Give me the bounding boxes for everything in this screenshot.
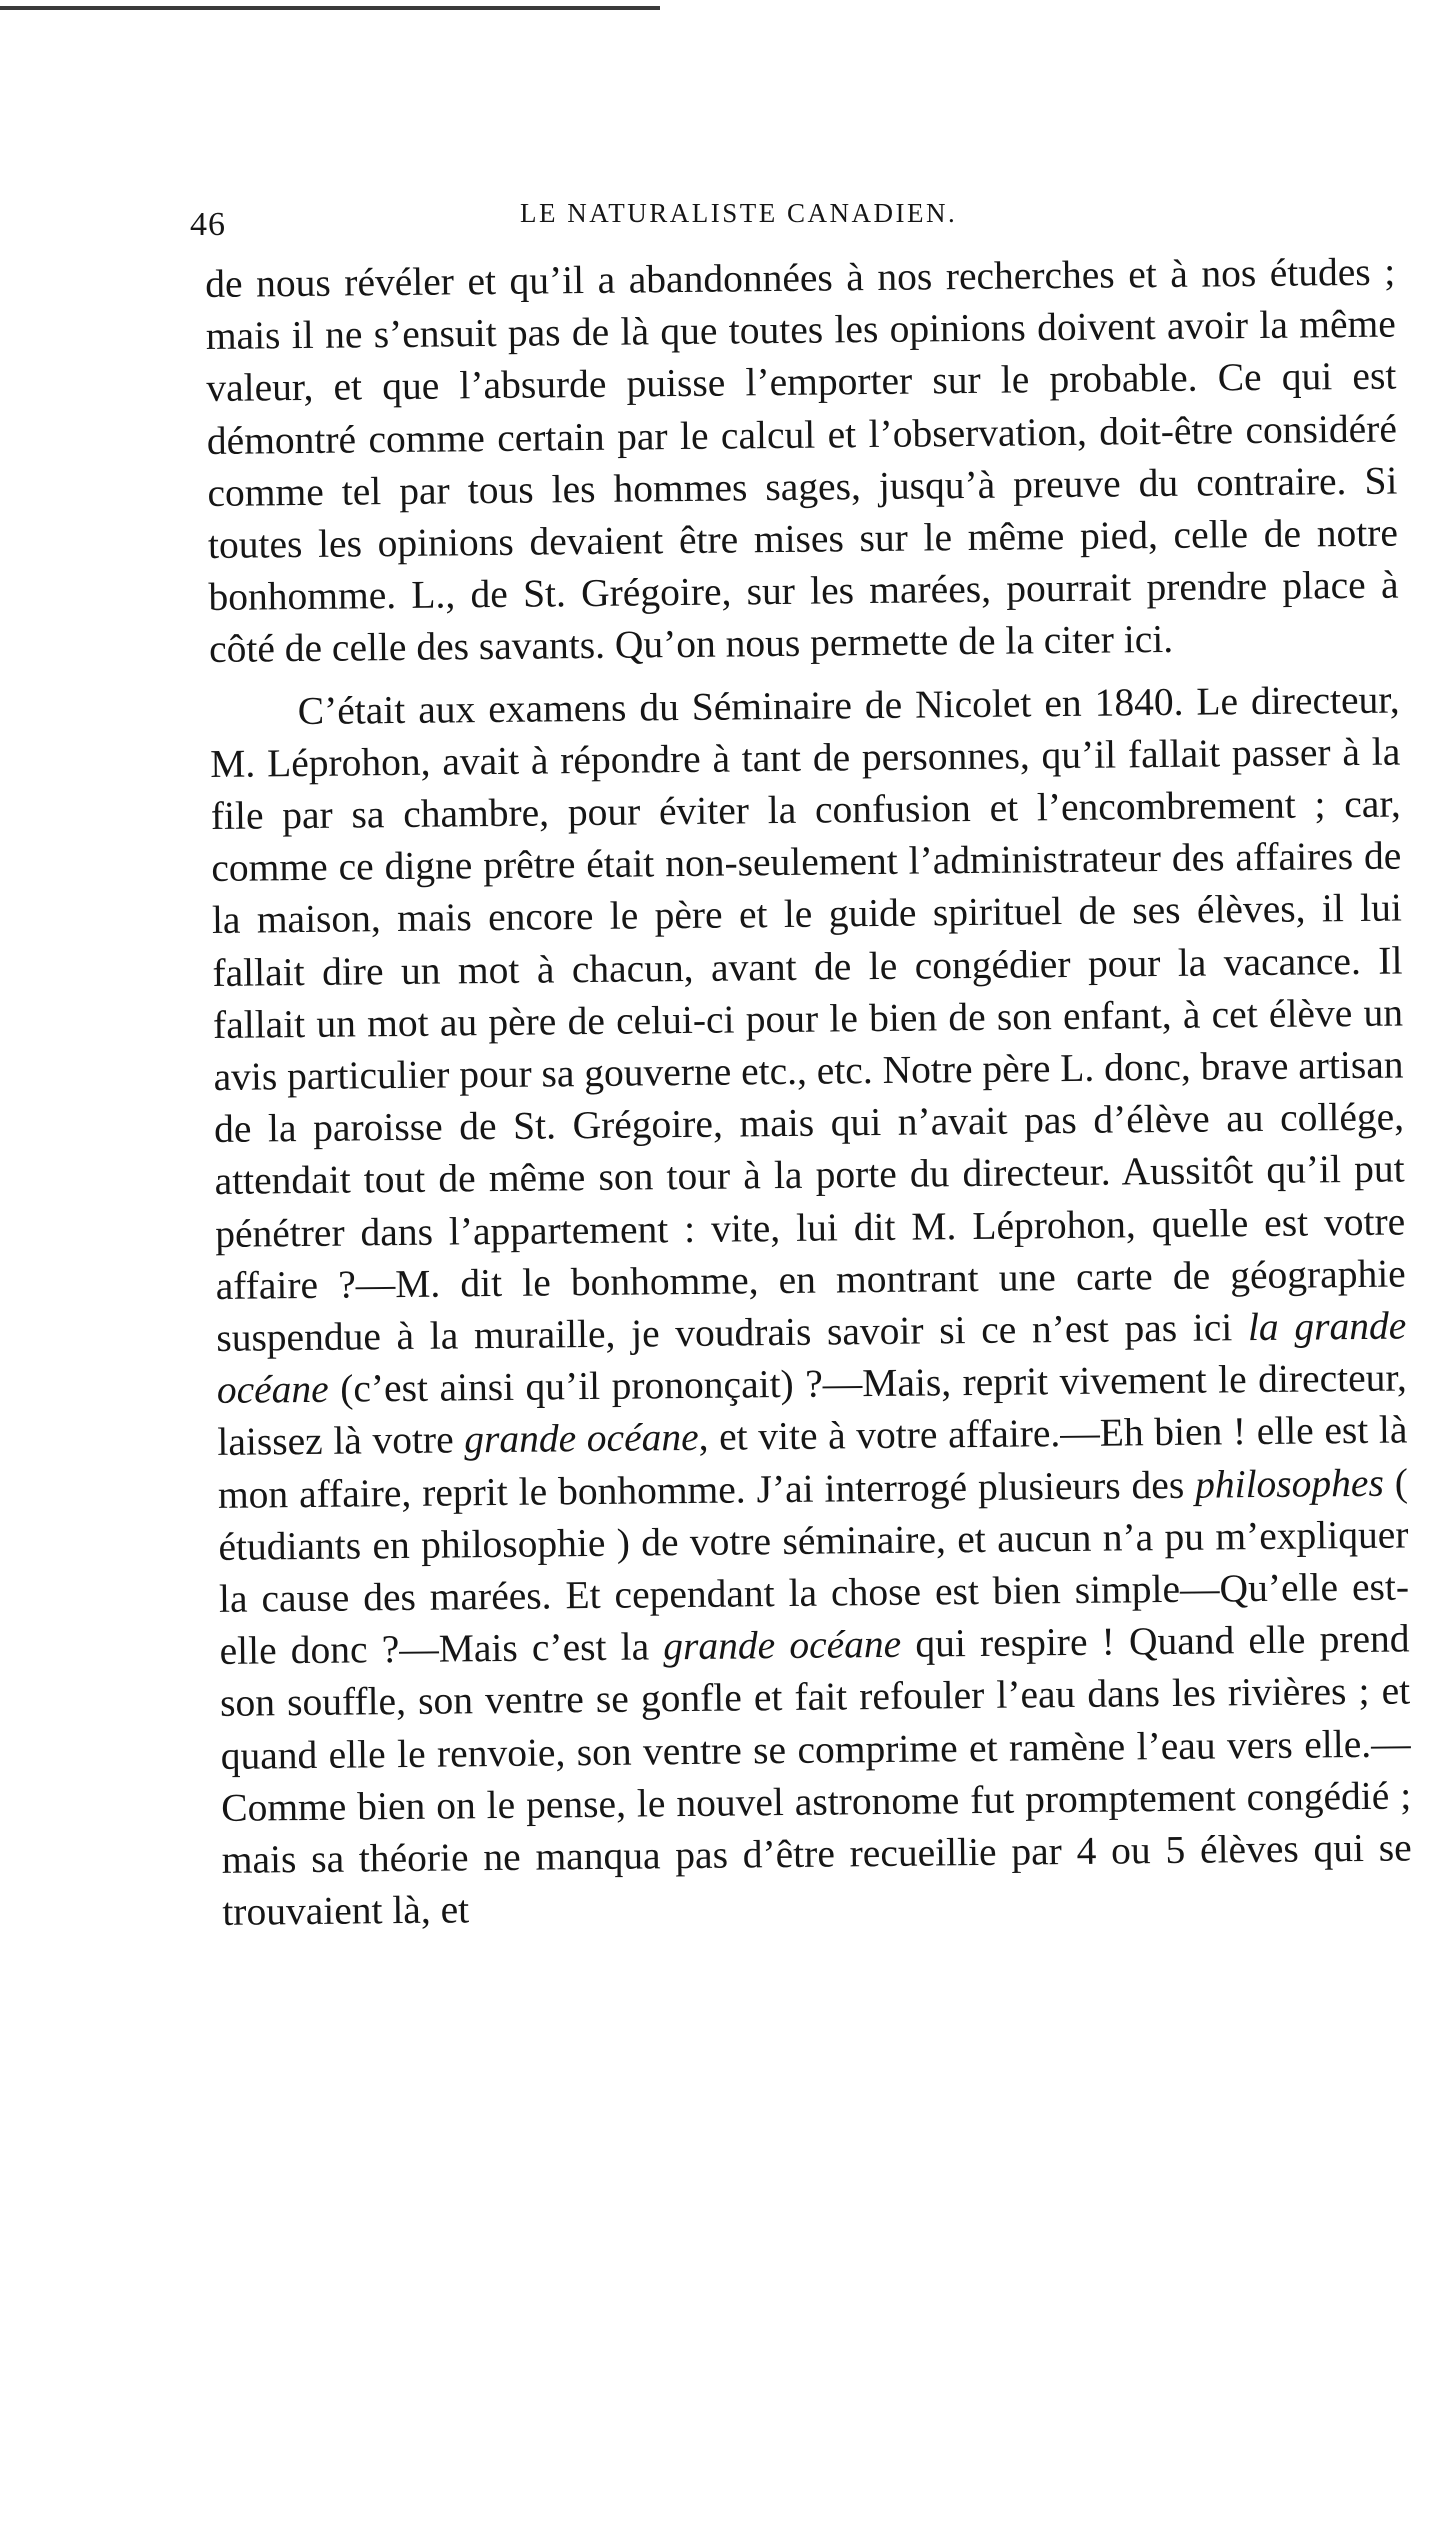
page-number: 46 [190, 206, 226, 243]
paragraph-2-text: , et vite à votre affaire.—Eh bien ! elle est là mon affaire, reprit le bonhomme. J’ai interrogé plusieurs des [217, 1407, 1408, 1517]
italic-phrase-philosophes: philosophes [1194, 1460, 1385, 1507]
paragraph-1-text: de nous révéler et qu’il a abandonnées à nos recherches et à nos études ; mais il ne s’ensuit pas de là que toutes les opinions doivent avoir la même valeur, et que l’absurde puisse l’emporter sur le probable. Ce qui est démontré comme certain par le calcul et l’observation, doit-être considéré comme tel par tous les hommes sages, jusqu’à preuve du contraire. Si toutes les opinions devaient être mises sur le même pied, celle de notre bonhomme. L., de St. Grégoire, sur les marées, pourrait prendre place à côté de celle des savants. Qu’on nous permette de la citer ici. [205, 249, 1399, 672]
paragraph-2-text: (c’est ainsi qu’il prononçait) ?—Mais, reprit vivement le directeur, laissez là votre [217, 1355, 1408, 1465]
italic-phrase-grande-oceane: grande océane [464, 1415, 699, 1462]
top-border-rule [0, 6, 660, 10]
running-title: LE NATURALISTE CANADIEN. [520, 198, 958, 228]
paragraph-2-text: ( étudiants en philosophie ) de votre séminaire, et aucun n’a pu m’expliquer la cause des marées. Et cependant la chose est bien simple—Qu’elle est-elle donc ?—Mais c’est la [218, 1460, 1410, 1674]
italic-phrase-grande-oceane: grande océane [663, 1622, 902, 1669]
paragraph-2-text: C’était aux examens du Séminaire de Nicolet en 1840. Le directeur, M. Léprohon, avait à répondre à tant de personnes, qu’il fallait passer à la file par sa chambre, pour éviter la confusion et l’encombrement ; car, comme ce digne prêtre était non-seulement l’administrateur des affaires de la maison, mais encore le père et le guide spirituel de ses élèves, il lui fallait dire un mot à chacun, avant de le congédier pour la vacance. Il fallait un mot au père de celui-ci pour le bien de son enfant, à cet élève un avis particulier pour sa gouverne etc., etc. Notre père L. donc, brave artisan de la paroisse de St. Grégoire, mais qui n’avait pas d’élève au collége, attendait tout de même son tour à la porte du directeur. Aussitôt qu’il put pénétrer dans l’appartement : vite, lui dit M. Léprohon, quelle est votre affaire ?—M. dit le bonhomme, en montrant une carte de géographie suspendue à la muraille, je voudrais savoir si ce n’est pas ici [210, 677, 1406, 1361]
paragraph-2 [209, 673, 1412, 1938]
paragraph-1 [205, 246, 1399, 676]
paragraph-2-text: qui respire ! Quand elle prend son souffle, son ventre se gonfle et fait refouler l’eau dans les rivières ; et quand elle le renvoie, son ventre se comprime et ramène l’eau vers elle.— Comme bien on le pense, le nouvel astronome fut promptement congédié ; mais sa théorie ne manqua pas d’être recueillie par 4 ou 5 élèves qui se trouvaient là, et [219, 1616, 1412, 1935]
italic-phrase-la-grande-oceane: la grande océane [216, 1303, 1407, 1413]
body-text [205, 246, 1413, 1939]
